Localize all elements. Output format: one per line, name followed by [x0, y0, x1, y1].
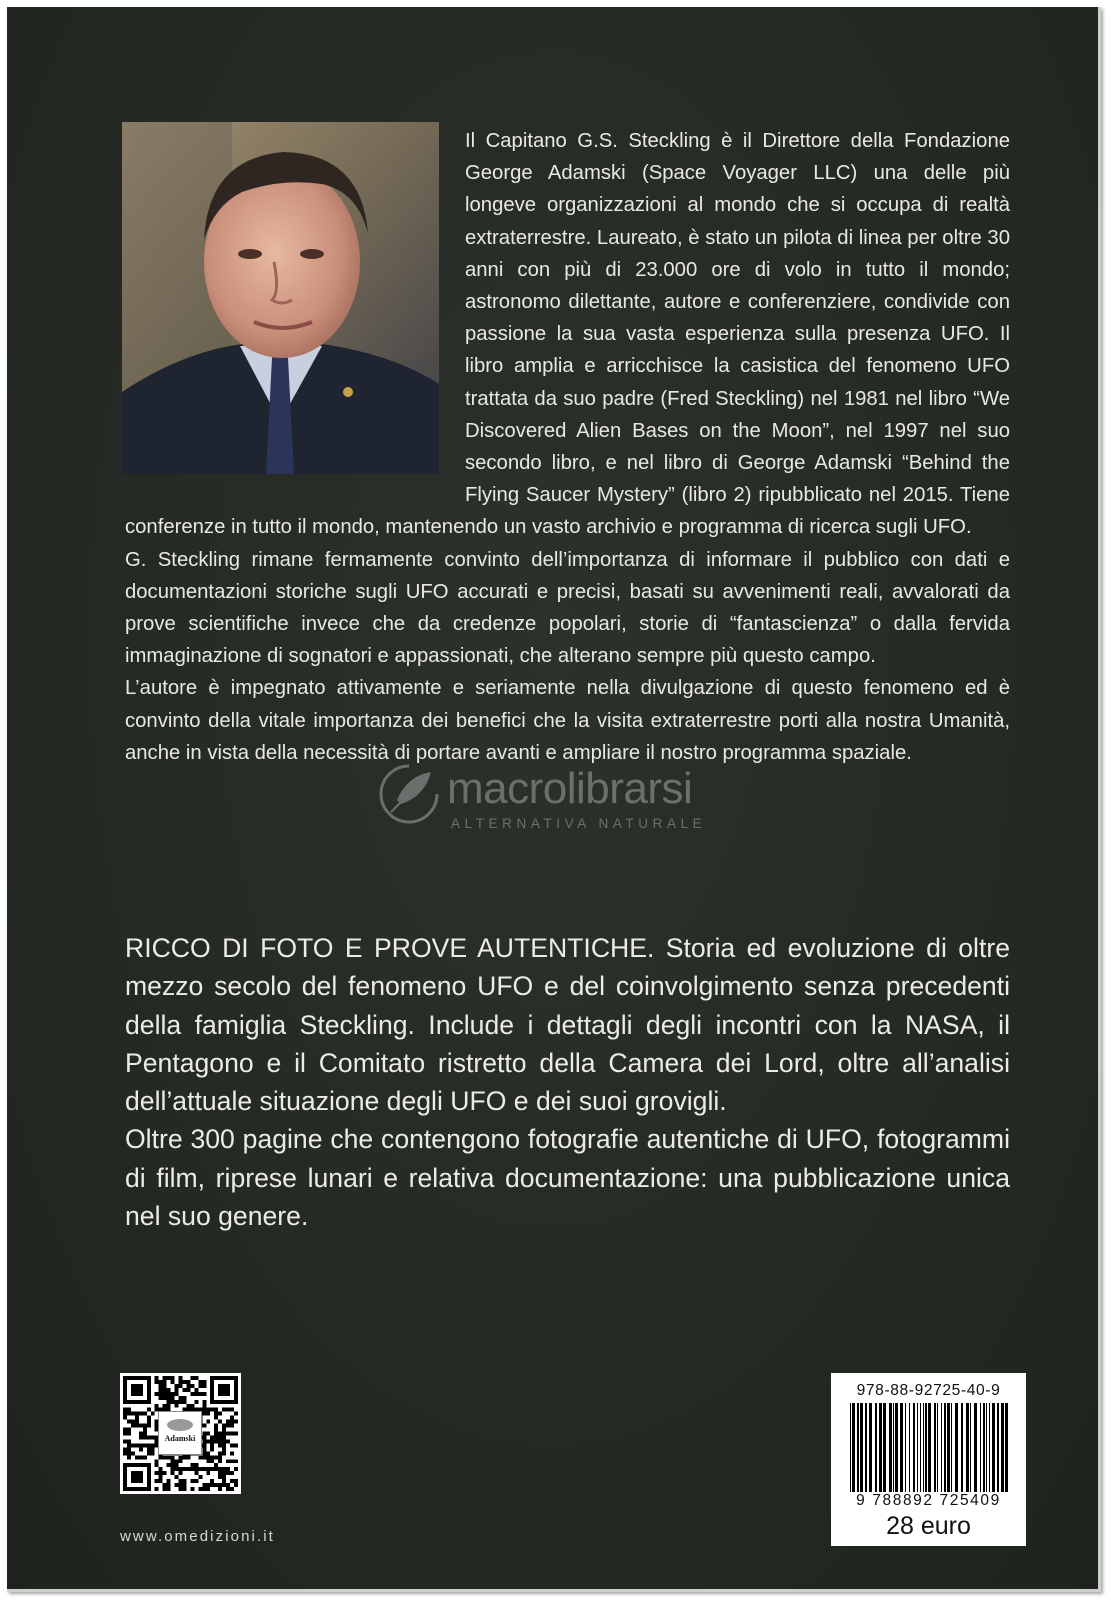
ean-digits: 9 788892 725409: [831, 1492, 1026, 1509]
watermark-name: macrolibrarsi: [447, 764, 693, 813]
book-back-cover: [7, 7, 1101, 1592]
barcode: [836, 1403, 1021, 1503]
isbn-barcode-box: [831, 1373, 1026, 1546]
price: 28 euro: [886, 1512, 971, 1540]
bio-paragraph: L’autore è impegnato attivamente e seriamente nella divulgazione di questo fenomeno ed è convinto della vitale importanza dei benefici che la visita extraterrestre porti alla nostra Umanità, anche in vista della necessità di portare avanti e ampliare il nostro programma spaziale.: [125, 677, 1010, 764]
author-biography: [125, 125, 1010, 769]
isbn-number: 978-88-92725-40-9: [856, 1382, 1001, 1399]
qr-code: [120, 1373, 241, 1494]
qr-center-badge: [158, 1411, 202, 1455]
watermark: [369, 762, 769, 842]
blurb-paragraph: RICCO DI FOTO E PROVE AUTENTICHE. Storia ed evoluzione di oltre mezzo secolo del fenomeno UFO e del coinvolgimento senza precedenti della famiglia Steckling. Include i dettagli degli incontri con la NASA, il Pentagono e il Comitato ristretto della Camera dei Lord, oltre all’analisi dell’attuale situazione degli UFO e dei suoi grovigli.: [125, 933, 1010, 1117]
publisher-website: www.omedizioni.it: [120, 1528, 275, 1545]
bio-paragraph: Il Capitano G.S. Steckling è il Direttore della Fondazione George Adamski (Space Voyager LLC) una delle più longeve organizzazioni al mondo che si occupa di realtà extraterrestre. Laureato, è stato un pilota di linea per oltre 30 anni con più di 23.000 ore di volo in tutto il mondo; astronomo dilettante, autore e conferenziere, condivide con passione la sua vasta esperienza sulla presenza UFO. Il libro amplia e arricchisce la casistica del fenomeno UFO trattata da suo padre (Fred Steckling) nel 1981 nel libro “We Discovered Alien Bases on the Moon”, nel 1997 nel suo secondo libro, e nel libro di George Adamski “Behind the Flying Saucer Mystery” (libro 2) ripubblicato nel 2015. Tiene conferenze in tutto il mondo, mantenendo un vasto archivio e programma di ricerca sugli UFO.: [125, 130, 1010, 539]
watermark-tagline: ALTERNATIVA NATURALE: [451, 816, 707, 831]
watermark-logo-icon: [377, 762, 441, 826]
book-blurb: [125, 929, 1010, 1235]
saucer-icon: [167, 1419, 193, 1431]
blurb-paragraph: Oltre 300 pagine che contengono fotografie autentiche di UFO, fotogrammi di film, riprese lunari e relativa documentazione: una pubblicazione unica nel suo genere.: [125, 1124, 1010, 1232]
photo-spacer: [125, 125, 465, 507]
qr-badge-label: Adamski: [164, 1434, 196, 1443]
bio-paragraph: G. Steckling rimane fermamente convinto dell’importanza di informare il pubblico con dati e documentazioni storiche sugli UFO accurati e precisi, basati su avvenimenti reali, avvalorati da prove scientifiche invece che da credenze popolari, storie di “fantascienza” o dalla fervida immaginazione di sognatori e appassionati, che alterano sempre più questo campo.: [125, 548, 1010, 668]
